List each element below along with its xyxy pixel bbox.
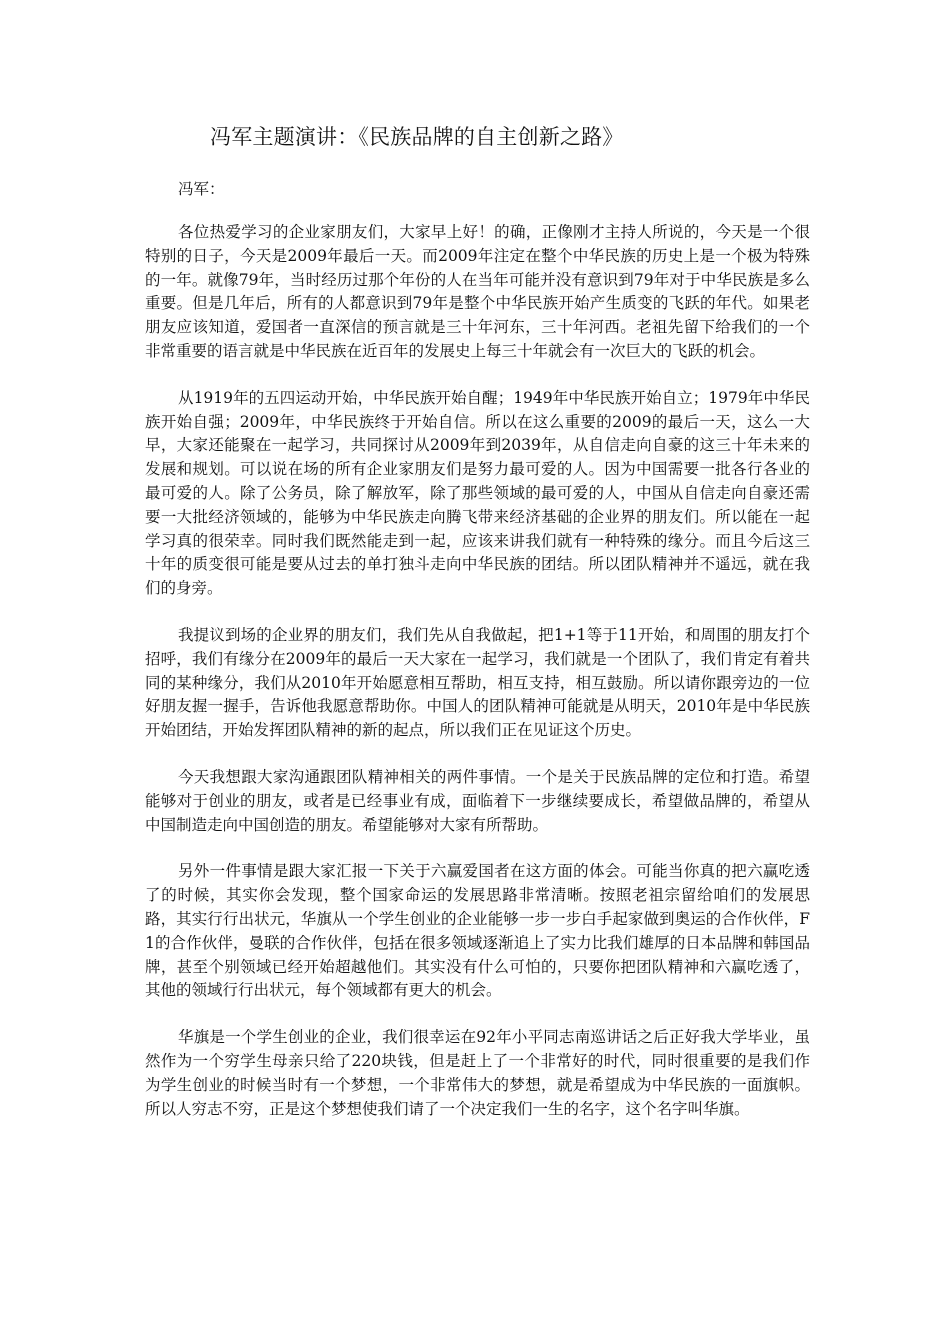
page-title: 冯军主题演讲：《民族品牌的自主创新之路》 <box>210 125 624 149</box>
paragraph-3: 我提议到场的企业界的朋友们，我们先从自我做起，把1+1等于11开始，和周围的朋友打个招呼，我们有缘分在2009年的最后一天大家在一起学习，我们就是一个团队了，我们肯定有着共同的某种缘分，我们从2010年开始愿意相互帮助，相互支持，相互鼓励。所以请你跟旁边的一位好朋友握一握手，告诉他我愿意帮助你。中国人的团队精神可能就是从明天，2010年是中华民族开始团结，开始发挥团队精神的新的起点，所以我们正在见证这个历史。 <box>145 625 810 740</box>
paragraph-5: 另外一件事情是跟大家汇报一下关于六赢爱国者在这方面的体会。可能当你真的把六赢吃透了的时候，其实你会发现，整个国家命运的发展思路非常清晰。按照老祖宗留给咱们的发展思路，其实行行出状元，华旗从一个学生创业的企业能够一步一步白手起家做到奥运的合作伙伴，F1的合作伙伴，曼联的合作伙伴，包括在很多领域逐渐追上了实力比我们雄厚的日本品牌和韩国品牌，甚至个别领域已经开始超越他们。其实没有什么可怕的，只要你把团队精神和六赢吃透了，其他的领域行行出状元，每个领域都有更大的机会。 <box>145 862 810 1000</box>
paragraph-2: 从1919年的五四运动开始，中华民族开始自醒；1949年中华民族开始自立；1979年中华民族开始自强；2009年，中华民族终于开始自信。所以在这么重要的2009的最后一天，这么一大早，大家还能聚在一起学习，共同探讨从2009年到2039年，从自信走向自豪的这三十年未来的发展和规划。可以说在场的所有企业家朋友们是努力最可爱的人。因为中国需要一批各行各业的最可爱的人。除了公务员，除了解放军，除了那些领域的最可爱的人，中国从自信走向自豪还需要一大批经济领域的，能够为中华民族走向腾飞带来经济基础的企业界的朋友们。所以能在一起学习真的很荣幸。同时我们既然能走到一起，应该来讲我们就有一种特殊的缘分。而且今后这三十年的质变很可能是要从过去的单打独斗走向中华民族的团结。所以团队精神并不遥远，就在我们的身旁。 <box>145 388 810 598</box>
paragraph-1: 各位热爱学习的企业家朋友们，大家早上好！的确，正像刚才主持人所说的，今天是一个很特别的日子，今天是2009年最后一天。而2009年注定在整个中华民族的历史上是一个极为特殊的一年。就像79年，当时经历过那个年份的人在当年可能并没有意识到79年对于中华民族是多么重要。但是几年后，所有的人都意识到79年是整个中华民族开始产生质变的飞跃的年代。如果老朋友应该知道，爱国者一直深信的预言就是三十年河东，三十年河西。老祖先留下给我们的一个非常重要的语言就是中华民族在近百年的发展史上每三十年就会有一次巨大的飞跃的机会。 <box>145 223 810 360</box>
speaker-label: 冯军： <box>178 180 225 198</box>
speech-body <box>145 221 810 1144</box>
paragraph-6: 华旗是一个学生创业的企业，我们很幸运在92年小平同志南巡讲话之后正好我大学毕业，虽然作为一个穷学生母亲只给了220块钱，但是赶上了一个非常好的时代，同时很重要的是我们作为学生创业的时候当时有一个梦想，一个非常伟大的梦想，就是希望成为中华民族的一面旗帜。所以人穷志不穷，正是这个梦想使我们请了一个决定我们一生的名字，这个名字叫华旗。 <box>145 1028 810 1118</box>
paragraph-4: 今天我想跟大家沟通跟团队精神相关的两件事情。一个是关于民族品牌的定位和打造。希望能够对于创业的朋友，或者是已经事业有成，面临着下一步继续要成长，希望做品牌的，希望从中国制造走向中国创造的朋友。希望能够对大家有所帮助。 <box>145 767 810 834</box>
